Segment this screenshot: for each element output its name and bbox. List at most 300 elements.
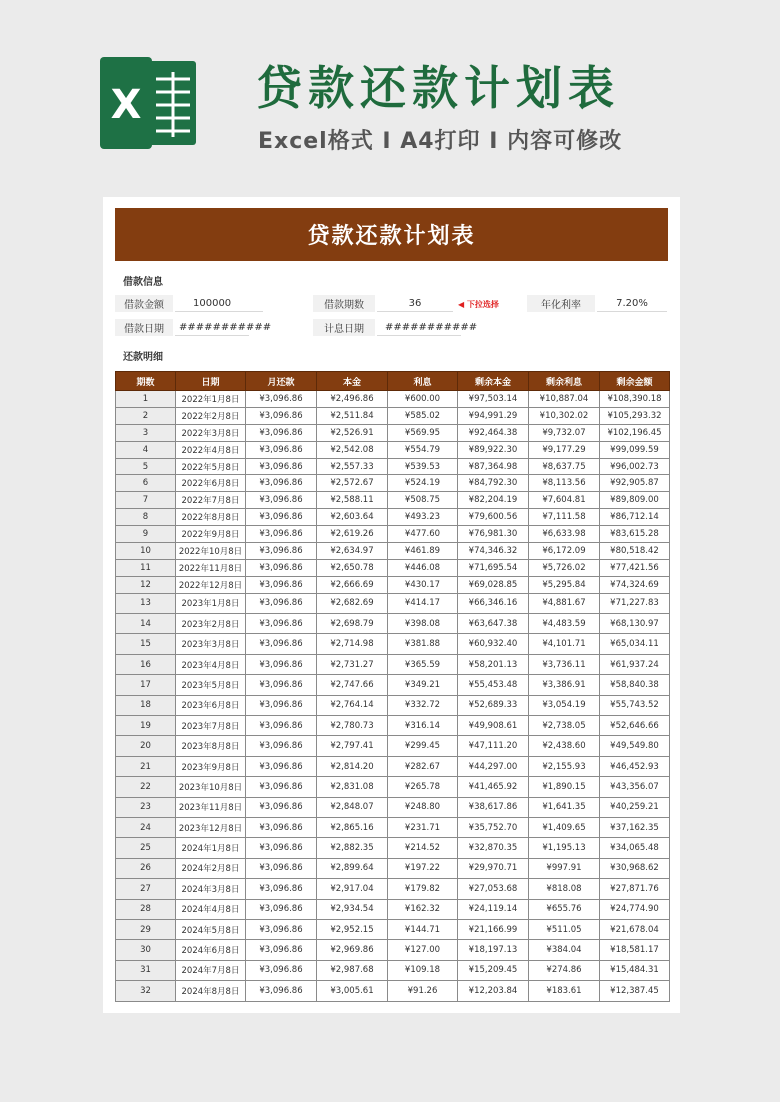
table-cell: ¥108,390.18 <box>600 391 670 408</box>
sheet-banner-title: 贷款还款计划表 <box>115 208 668 261</box>
table-cell: ¥49,549.80 <box>600 736 670 756</box>
table-cell: ¥3,096.86 <box>246 458 317 475</box>
column-header: 剩余金额 <box>600 372 670 391</box>
table-cell: 4 <box>116 441 176 458</box>
table-cell: ¥3,005.61 <box>317 981 388 1001</box>
table-cell: ¥461.89 <box>388 543 458 560</box>
table-cell: ¥18,197.13 <box>458 940 529 960</box>
table-cell: ¥477.60 <box>388 526 458 543</box>
table-cell: ¥77,421.56 <box>600 559 670 576</box>
table-cell: ¥3,096.86 <box>246 614 317 634</box>
table-cell: 2022年11月8日 <box>176 559 246 576</box>
table-row <box>116 526 670 543</box>
table-cell: ¥3,096.86 <box>246 391 317 408</box>
table-row <box>116 593 670 613</box>
table-cell: ¥2,797.41 <box>317 736 388 756</box>
table-cell: ¥2,542.08 <box>317 441 388 458</box>
table-cell: ¥818.08 <box>529 879 600 899</box>
table-cell: ¥3,096.86 <box>246 919 317 939</box>
table-row <box>116 654 670 674</box>
table-cell: ¥3,096.86 <box>246 492 317 509</box>
table-cell: 6 <box>116 475 176 492</box>
table-cell: ¥7,111.58 <box>529 509 600 526</box>
table-cell: ¥1,195.13 <box>529 838 600 858</box>
rate-value[interactable]: 7.20% <box>597 295 667 312</box>
table-cell: 1 <box>116 391 176 408</box>
table-cell: ¥3,096.86 <box>246 654 317 674</box>
table-cell: 16 <box>116 654 176 674</box>
table-cell: ¥27,053.68 <box>458 879 529 899</box>
table-cell: ¥2,155.93 <box>529 756 600 776</box>
table-cell: ¥80,518.42 <box>600 543 670 560</box>
table-row <box>116 441 670 458</box>
table-cell: ¥99,099.59 <box>600 441 670 458</box>
table-cell: 31 <box>116 960 176 980</box>
table-cell: ¥9,732.07 <box>529 424 600 441</box>
table-cell: ¥2,899.64 <box>317 858 388 878</box>
table-row <box>116 716 670 736</box>
table-row <box>116 576 670 593</box>
table-cell: ¥3,096.86 <box>246 593 317 613</box>
table-cell: ¥3,096.86 <box>246 407 317 424</box>
table-cell: 2 <box>116 407 176 424</box>
table-cell: 2022年1月8日 <box>176 391 246 408</box>
column-header: 利息 <box>388 372 458 391</box>
table-cell: ¥68,130.97 <box>600 614 670 634</box>
table-cell: ¥997.91 <box>529 858 600 878</box>
table-cell: ¥27,871.76 <box>600 879 670 899</box>
table-cell: 2024年2月8日 <box>176 858 246 878</box>
table-row <box>116 919 670 939</box>
table-cell: ¥398.08 <box>388 614 458 634</box>
table-cell: 22 <box>116 777 176 797</box>
table-row <box>116 634 670 654</box>
table-cell: 32 <box>116 981 176 1001</box>
table-cell: ¥3,096.86 <box>246 559 317 576</box>
table-cell: ¥3,096.86 <box>246 543 317 560</box>
info-section-title: 借款信息 <box>123 277 163 288</box>
table-cell: ¥3,096.86 <box>246 675 317 695</box>
table-cell: ¥96,002.73 <box>600 458 670 475</box>
table-cell: ¥3,096.86 <box>246 981 317 1001</box>
table-cell: ¥60,932.40 <box>458 634 529 654</box>
table-cell: 20 <box>116 736 176 756</box>
table-cell: 10 <box>116 543 176 560</box>
table-cell: ¥511.05 <box>529 919 600 939</box>
table-cell: ¥3,096.86 <box>246 960 317 980</box>
table-cell: ¥29,970.71 <box>458 858 529 878</box>
table-cell: ¥58,840.38 <box>600 675 670 695</box>
table-cell: 2023年8月8日 <box>176 736 246 756</box>
table-cell: 2023年11月8日 <box>176 797 246 817</box>
table-cell: ¥2,496.86 <box>317 391 388 408</box>
table-cell: ¥2,698.79 <box>317 614 388 634</box>
table-cell: ¥2,666.69 <box>317 576 388 593</box>
table-cell: ¥316.14 <box>388 716 458 736</box>
table-cell: ¥2,438.60 <box>529 736 600 756</box>
table-cell: ¥92,464.38 <box>458 424 529 441</box>
table-cell: ¥3,096.86 <box>246 424 317 441</box>
table-cell: ¥3,096.86 <box>246 736 317 756</box>
table-row <box>116 695 670 715</box>
table-cell: ¥102,196.45 <box>600 424 670 441</box>
table-cell: 23 <box>116 797 176 817</box>
table-cell: ¥87,364.98 <box>458 458 529 475</box>
table-cell: ¥248.80 <box>388 797 458 817</box>
table-cell: 28 <box>116 899 176 919</box>
table-row <box>116 797 670 817</box>
table-cell: 8 <box>116 509 176 526</box>
table-cell: ¥52,646.66 <box>600 716 670 736</box>
table-cell: 2022年6月8日 <box>176 475 246 492</box>
table-cell: ¥3,096.86 <box>246 441 317 458</box>
table-row <box>116 559 670 576</box>
table-cell: ¥3,096.86 <box>246 509 317 526</box>
table-cell: 2024年3月8日 <box>176 879 246 899</box>
table-cell: ¥61,937.24 <box>600 654 670 674</box>
table-header-row <box>116 372 670 391</box>
table-cell: ¥32,870.35 <box>458 838 529 858</box>
table-row <box>116 391 670 408</box>
table-cell: ¥69,028.85 <box>458 576 529 593</box>
table-cell: ¥89,809.00 <box>600 492 670 509</box>
table-cell: ¥1,409.65 <box>529 817 600 837</box>
table-cell: ¥21,166.99 <box>458 919 529 939</box>
table-cell: ¥183.61 <box>529 981 600 1001</box>
table-cell: ¥2,831.08 <box>317 777 388 797</box>
table-row <box>116 407 670 424</box>
repayment-table <box>115 371 670 1002</box>
table-cell: ¥2,572.67 <box>317 475 388 492</box>
table-cell: ¥2,738.05 <box>529 716 600 736</box>
table-cell: 25 <box>116 838 176 858</box>
table-cell: 2023年3月8日 <box>176 634 246 654</box>
table-row <box>116 899 670 919</box>
table-cell: ¥10,302.02 <box>529 407 600 424</box>
table-cell: ¥365.59 <box>388 654 458 674</box>
table-row <box>116 543 670 560</box>
table-cell: 24 <box>116 817 176 837</box>
table-cell: 2022年3月8日 <box>176 424 246 441</box>
table-cell: ¥3,736.11 <box>529 654 600 674</box>
table-cell: ¥52,689.33 <box>458 695 529 715</box>
table-cell: ¥4,483.59 <box>529 614 600 634</box>
table-cell: ¥384.04 <box>529 940 600 960</box>
table-cell: ¥24,774.90 <box>600 899 670 919</box>
table-cell: ¥83,615.28 <box>600 526 670 543</box>
table-cell: ¥179.82 <box>388 879 458 899</box>
table-cell: ¥47,111.20 <box>458 736 529 756</box>
table-cell: ¥569.95 <box>388 424 458 441</box>
table-cell: ¥2,511.84 <box>317 407 388 424</box>
table-cell: ¥38,617.86 <box>458 797 529 817</box>
table-cell: ¥89,922.30 <box>458 441 529 458</box>
table-cell: ¥554.79 <box>388 441 458 458</box>
table-cell: ¥493.23 <box>388 509 458 526</box>
table-cell: ¥2,526.91 <box>317 424 388 441</box>
table-cell: 30 <box>116 940 176 960</box>
table-cell: ¥15,484.31 <box>600 960 670 980</box>
table-cell: ¥40,259.21 <box>600 797 670 817</box>
table-cell: ¥35,752.70 <box>458 817 529 837</box>
table-row <box>116 817 670 837</box>
table-cell: ¥24,119.14 <box>458 899 529 919</box>
table-cell: 3 <box>116 424 176 441</box>
table-cell: ¥12,203.84 <box>458 981 529 1001</box>
table-cell: 11 <box>116 559 176 576</box>
table-cell: 27 <box>116 879 176 899</box>
table-cell: ¥18,581.17 <box>600 940 670 960</box>
table-cell: ¥74,324.69 <box>600 576 670 593</box>
table-cell: ¥430.17 <box>388 576 458 593</box>
table-cell: 2022年10月8日 <box>176 543 246 560</box>
table-cell: ¥3,096.86 <box>246 526 317 543</box>
table-cell: ¥539.53 <box>388 458 458 475</box>
table-cell: ¥2,987.68 <box>317 960 388 980</box>
table-cell: ¥76,981.30 <box>458 526 529 543</box>
table-cell: ¥282.67 <box>388 756 458 776</box>
table-cell: ¥3,096.86 <box>246 576 317 593</box>
table-cell: ¥6,633.98 <box>529 526 600 543</box>
table-cell: ¥43,356.07 <box>600 777 670 797</box>
table-cell: 2024年6月8日 <box>176 940 246 960</box>
column-header: 月还款 <box>246 372 317 391</box>
table-cell: ¥2,634.97 <box>317 543 388 560</box>
table-cell: ¥381.88 <box>388 634 458 654</box>
table-cell: ¥127.00 <box>388 940 458 960</box>
interest-date-value[interactable]: ########### <box>377 319 461 336</box>
table-cell: 9 <box>116 526 176 543</box>
table-cell: ¥265.78 <box>388 777 458 797</box>
table-cell: ¥10,887.04 <box>529 391 600 408</box>
column-header: 期数 <box>116 372 176 391</box>
table-cell: ¥71,227.83 <box>600 593 670 613</box>
interest-date-label: 计息日期 <box>313 319 375 336</box>
table-cell: 17 <box>116 675 176 695</box>
table-cell: ¥2,917.04 <box>317 879 388 899</box>
table-cell: ¥2,865.16 <box>317 817 388 837</box>
table-row <box>116 675 670 695</box>
table-cell: ¥1,641.35 <box>529 797 600 817</box>
table-cell: ¥12,387.45 <box>600 981 670 1001</box>
table-row <box>116 777 670 797</box>
table-row <box>116 424 670 441</box>
table-cell: ¥585.02 <box>388 407 458 424</box>
table-cell: ¥74,346.32 <box>458 543 529 560</box>
table-cell: ¥3,096.86 <box>246 858 317 878</box>
table-cell: ¥9,177.29 <box>529 441 600 458</box>
column-header: 本金 <box>317 372 388 391</box>
table-cell: ¥2,969.86 <box>317 940 388 960</box>
table-cell: 2023年2月8日 <box>176 614 246 634</box>
table-cell: ¥3,096.86 <box>246 899 317 919</box>
hero-subtitle: Excel格式 Ⅰ A4打印 Ⅰ 内容可修改 <box>258 129 623 154</box>
table-cell: ¥79,600.56 <box>458 509 529 526</box>
table-cell: ¥37,162.35 <box>600 817 670 837</box>
table-cell: ¥5,726.02 <box>529 559 600 576</box>
table-cell: 2022年12月8日 <box>176 576 246 593</box>
table-cell: ¥274.86 <box>529 960 600 980</box>
table-cell: 2023年10月8日 <box>176 777 246 797</box>
detail-section-title: 还款明细 <box>123 352 163 363</box>
table-cell: ¥3,054.19 <box>529 695 600 715</box>
table-cell: 2022年4月8日 <box>176 441 246 458</box>
table-cell: ¥162.32 <box>388 899 458 919</box>
table-cell: ¥94,991.29 <box>458 407 529 424</box>
table-cell: ¥55,453.48 <box>458 675 529 695</box>
amount-label: 借款金额 <box>115 295 173 312</box>
table-cell: 2023年4月8日 <box>176 654 246 674</box>
table-cell: 2022年2月8日 <box>176 407 246 424</box>
table-cell: ¥63,647.38 <box>458 614 529 634</box>
table-row <box>116 458 670 475</box>
table-cell: 5 <box>116 458 176 475</box>
table-cell: ¥21,678.04 <box>600 919 670 939</box>
table-cell: ¥4,881.67 <box>529 593 600 613</box>
excel-logo-icon <box>100 57 198 149</box>
table-cell: 2022年5月8日 <box>176 458 246 475</box>
table-cell: ¥97,503.14 <box>458 391 529 408</box>
periods-select[interactable]: 36 <box>377 295 453 312</box>
table-cell: ¥71,695.54 <box>458 559 529 576</box>
table-cell: ¥55,743.52 <box>600 695 670 715</box>
table-cell: 18 <box>116 695 176 715</box>
table-cell: 2023年6月8日 <box>176 695 246 715</box>
table-cell: ¥91.26 <box>388 981 458 1001</box>
table-cell: ¥2,588.11 <box>317 492 388 509</box>
table-cell: ¥524.19 <box>388 475 458 492</box>
table-cell: ¥2,780.73 <box>317 716 388 736</box>
table-cell: ¥2,848.07 <box>317 797 388 817</box>
table-cell: ¥5,295.84 <box>529 576 600 593</box>
table-cell: ¥86,712.14 <box>600 509 670 526</box>
table-row <box>116 475 670 492</box>
table-cell: ¥41,465.92 <box>458 777 529 797</box>
table-cell: ¥34,065.48 <box>600 838 670 858</box>
rate-label: 年化利率 <box>527 295 595 312</box>
table-cell: ¥3,096.86 <box>246 797 317 817</box>
table-cell: ¥3,096.86 <box>246 634 317 654</box>
table-cell: ¥446.08 <box>388 559 458 576</box>
table-row <box>116 614 670 634</box>
table-cell: ¥3,096.86 <box>246 777 317 797</box>
column-header: 剩余利息 <box>529 372 600 391</box>
table-cell: ¥3,096.86 <box>246 879 317 899</box>
table-cell: ¥105,293.32 <box>600 407 670 424</box>
table-cell: 2022年9月8日 <box>176 526 246 543</box>
column-header: 日期 <box>176 372 246 391</box>
table-cell: ¥7,604.81 <box>529 492 600 509</box>
table-cell: ¥2,747.66 <box>317 675 388 695</box>
logo-letter: X <box>110 82 142 128</box>
table-cell: ¥92,905.87 <box>600 475 670 492</box>
table-cell: 2023年1月8日 <box>176 593 246 613</box>
table-row <box>116 838 670 858</box>
table-cell: ¥508.75 <box>388 492 458 509</box>
table-cell: ¥2,619.26 <box>317 526 388 543</box>
table-cell: ¥332.72 <box>388 695 458 715</box>
amount-value[interactable]: 100000 <box>175 295 263 312</box>
table-cell: ¥3,096.86 <box>246 817 317 837</box>
table-cell: 19 <box>116 716 176 736</box>
table-cell: ¥214.52 <box>388 838 458 858</box>
table-cell: ¥197.22 <box>388 858 458 878</box>
table-cell: ¥1,890.15 <box>529 777 600 797</box>
periods-label: 借款期数 <box>313 295 375 312</box>
table-cell: ¥3,096.86 <box>246 756 317 776</box>
loan-date-label: 借款日期 <box>115 319 173 336</box>
table-cell: ¥8,637.75 <box>529 458 600 475</box>
table-cell: ¥2,882.35 <box>317 838 388 858</box>
table-cell: ¥46,452.93 <box>600 756 670 776</box>
table-cell: 7 <box>116 492 176 509</box>
table-cell: ¥109.18 <box>388 960 458 980</box>
table-cell: ¥3,096.86 <box>246 475 317 492</box>
table-cell: 2023年7月8日 <box>176 716 246 736</box>
table-cell: ¥2,764.14 <box>317 695 388 715</box>
loan-date-value[interactable]: ########### <box>175 319 249 336</box>
table-row <box>116 736 670 756</box>
table-cell: ¥66,346.16 <box>458 593 529 613</box>
table-row <box>116 960 670 980</box>
table-cell: 13 <box>116 593 176 613</box>
table-row <box>116 756 670 776</box>
table-cell: ¥4,101.71 <box>529 634 600 654</box>
table-row <box>116 981 670 1001</box>
table-cell: ¥8,113.56 <box>529 475 600 492</box>
table-cell: 12 <box>116 576 176 593</box>
table-cell: ¥82,204.19 <box>458 492 529 509</box>
table-cell: 2024年8月8日 <box>176 981 246 1001</box>
table-cell: 26 <box>116 858 176 878</box>
table-cell: ¥65,034.11 <box>600 634 670 654</box>
table-cell: ¥3,096.86 <box>246 838 317 858</box>
table-cell: ¥2,650.78 <box>317 559 388 576</box>
column-header: 剩余本金 <box>458 372 529 391</box>
table-cell: ¥349.21 <box>388 675 458 695</box>
table-cell: ¥58,201.13 <box>458 654 529 674</box>
table-cell: 2024年7月8日 <box>176 960 246 980</box>
table-row <box>116 940 670 960</box>
table-cell: 14 <box>116 614 176 634</box>
table-row <box>116 492 670 509</box>
spreadsheet-page <box>103 197 680 1013</box>
table-cell: ¥44,297.00 <box>458 756 529 776</box>
table-row <box>116 509 670 526</box>
table-cell: ¥2,934.54 <box>317 899 388 919</box>
table-cell: 2024年5月8日 <box>176 919 246 939</box>
table-cell: ¥15,209.45 <box>458 960 529 980</box>
table-cell: 2022年8月8日 <box>176 509 246 526</box>
table-cell: 2022年7月8日 <box>176 492 246 509</box>
table-cell: ¥84,792.30 <box>458 475 529 492</box>
table-cell: ¥3,096.86 <box>246 940 317 960</box>
table-cell: ¥2,557.33 <box>317 458 388 475</box>
table-cell: ¥6,172.09 <box>529 543 600 560</box>
table-cell: ¥414.17 <box>388 593 458 613</box>
table-cell: ¥49,908.61 <box>458 716 529 736</box>
table-cell: 2023年12月8日 <box>176 817 246 837</box>
table-cell: 2024年1月8日 <box>176 838 246 858</box>
table-cell: ¥3,096.86 <box>246 695 317 715</box>
table-cell: ¥2,952.15 <box>317 919 388 939</box>
table-cell: ¥30,968.62 <box>600 858 670 878</box>
dropdown-hint: ◀ 下拉选择 <box>458 300 499 309</box>
table-cell: ¥2,714.98 <box>317 634 388 654</box>
table-cell: ¥2,603.64 <box>317 509 388 526</box>
table-row <box>116 858 670 878</box>
hero-title: 贷款还款计划表 <box>256 61 620 115</box>
